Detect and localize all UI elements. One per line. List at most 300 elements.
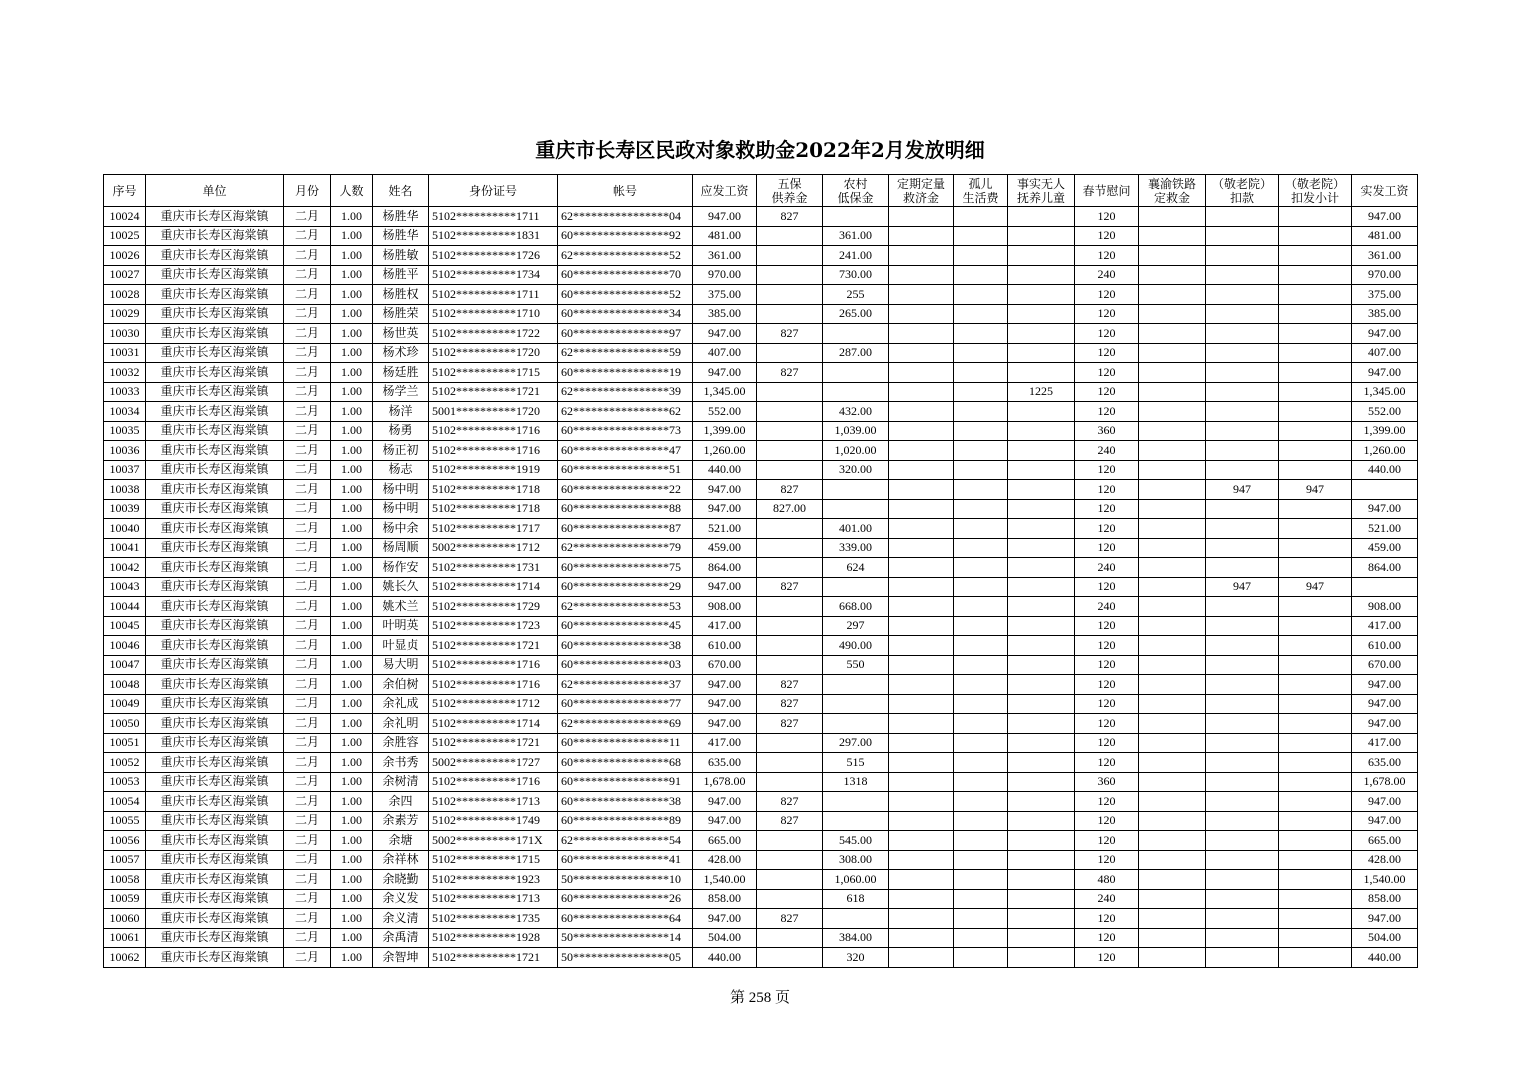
cell-account-number: 60****************87 (558, 519, 693, 539)
cell-payable-amount: 947.00 (693, 577, 757, 597)
cell-id-number: 5102**********1720 (429, 343, 558, 363)
cell-unsupported-child-allowance (1008, 499, 1075, 519)
table-row (104, 850, 1418, 870)
cell-unsupported-child-allowance (1008, 811, 1075, 831)
cell-account-number: 60****************34 (558, 304, 693, 324)
cell-nursing-home-deduction (1206, 597, 1279, 617)
cell-nursing-home-deduction-subtotal (1279, 928, 1352, 948)
cell-name: 叶显贞 (373, 636, 429, 656)
cell-payable-amount: 947.00 (693, 324, 757, 344)
cell-nursing-home-deduction (1206, 382, 1279, 402)
table-row (104, 616, 1418, 636)
cell-id-number: 5102**********1715 (429, 363, 558, 383)
cell-month: 二月 (284, 285, 331, 305)
cell-account-number: 60****************91 (558, 772, 693, 792)
cell-rural-dibao (823, 675, 889, 695)
cell-nursing-home-deduction (1206, 265, 1279, 285)
cell-spring-festival-greeting: 120 (1075, 928, 1139, 948)
cell-spring-festival-greeting: 120 (1075, 948, 1139, 968)
cell-unsupported-child-allowance (1008, 460, 1075, 480)
cell-actual-amount: 521.00 (1352, 519, 1418, 539)
cell-regular-relief (889, 226, 954, 246)
cell-xiangyu-railway-relief (1139, 753, 1206, 773)
cell-actual-amount: 858.00 (1352, 889, 1418, 909)
cell-headcount: 1.00 (331, 207, 373, 227)
cell-unsupported-child-allowance: 1225 (1008, 382, 1075, 402)
cell-nursing-home-deduction-subtotal (1279, 909, 1352, 929)
cell-seq: 10053 (104, 772, 146, 792)
cell-xiangyu-railway-relief (1139, 772, 1206, 792)
cell-orphan-allowance (954, 655, 1008, 675)
cell-headcount: 1.00 (331, 675, 373, 695)
header-label: （敬老院） (1284, 176, 1345, 191)
cell-actual-amount: 908.00 (1352, 597, 1418, 617)
cell-account-number: 60****************41 (558, 850, 693, 870)
cell-unit: 重庆市长寿区海棠镇 (146, 811, 284, 831)
cell-wubao-support: 827 (757, 714, 823, 734)
cell-nursing-home-deduction-subtotal (1279, 616, 1352, 636)
cell-actual-amount: 385.00 (1352, 304, 1418, 324)
cell-unit: 重庆市长寿区海棠镇 (146, 246, 284, 266)
cell-account-number: 62****************53 (558, 597, 693, 617)
cell-name: 余伯树 (373, 675, 429, 695)
cell-month: 二月 (284, 480, 331, 500)
cell-unsupported-child-allowance (1008, 519, 1075, 539)
cell-payable-amount: 375.00 (693, 285, 757, 305)
cell-name: 杨廷胜 (373, 363, 429, 383)
cell-unsupported-child-allowance (1008, 441, 1075, 461)
cell-nursing-home-deduction-subtotal (1279, 655, 1352, 675)
cell-nursing-home-deduction (1206, 694, 1279, 714)
cell-rural-dibao: 361.00 (823, 226, 889, 246)
cell-unsupported-child-allowance (1008, 889, 1075, 909)
cell-id-number: 5102**********1729 (429, 597, 558, 617)
cell-month: 二月 (284, 304, 331, 324)
cell-account-number: 62****************04 (558, 207, 693, 227)
cell-name: 余素芳 (373, 811, 429, 831)
cell-account-number: 60****************92 (558, 226, 693, 246)
cell-headcount: 1.00 (331, 499, 373, 519)
cell-wubao-support (757, 226, 823, 246)
cell-account-number: 60****************89 (558, 811, 693, 831)
cell-wubao-support (757, 402, 823, 422)
cell-payable-amount: 504.00 (693, 928, 757, 948)
cell-headcount: 1.00 (331, 636, 373, 656)
cell-orphan-allowance (954, 460, 1008, 480)
cell-orphan-allowance (954, 597, 1008, 617)
cell-orphan-allowance (954, 636, 1008, 656)
cell-xiangyu-railway-relief (1139, 226, 1206, 246)
cell-unsupported-child-allowance (1008, 870, 1075, 890)
cell-headcount: 1.00 (331, 889, 373, 909)
cell-rural-dibao: 624 (823, 558, 889, 578)
cell-seq: 10042 (104, 558, 146, 578)
cell-seq: 10036 (104, 441, 146, 461)
cell-unit: 重庆市长寿区海棠镇 (146, 285, 284, 305)
cell-payable-amount: 970.00 (693, 265, 757, 285)
cell-unit: 重庆市长寿区海棠镇 (146, 870, 284, 890)
cell-payable-amount: 428.00 (693, 850, 757, 870)
cell-orphan-allowance (954, 558, 1008, 578)
cell-unit: 重庆市长寿区海棠镇 (146, 324, 284, 344)
table-row (104, 870, 1418, 890)
cell-name: 杨中余 (373, 519, 429, 539)
cell-spring-festival-greeting: 120 (1075, 675, 1139, 695)
cell-nursing-home-deduction-subtotal (1279, 265, 1352, 285)
cell-unsupported-child-allowance (1008, 402, 1075, 422)
cell-regular-relief (889, 714, 954, 734)
table-row (104, 343, 1418, 363)
cell-headcount: 1.00 (331, 441, 373, 461)
cell-nursing-home-deduction (1206, 772, 1279, 792)
cell-actual-amount: 407.00 (1352, 343, 1418, 363)
cell-unsupported-child-allowance (1008, 850, 1075, 870)
cell-orphan-allowance (954, 363, 1008, 383)
cell-payable-amount: 440.00 (693, 460, 757, 480)
cell-rural-dibao: 297 (823, 616, 889, 636)
cell-nursing-home-deduction-subtotal (1279, 733, 1352, 753)
cell-id-number: 5102**********1721 (429, 636, 558, 656)
cell-unit: 重庆市长寿区海棠镇 (146, 207, 284, 227)
cell-payable-amount: 947.00 (693, 811, 757, 831)
cell-payable-amount: 908.00 (693, 597, 757, 617)
table-row (104, 948, 1418, 968)
cell-regular-relief (889, 285, 954, 305)
cell-id-number: 5102**********1721 (429, 948, 558, 968)
cell-nursing-home-deduction-subtotal (1279, 694, 1352, 714)
cell-month: 二月 (284, 207, 331, 227)
cell-month: 二月 (284, 343, 331, 363)
cell-nursing-home-deduction-subtotal (1279, 889, 1352, 909)
cell-regular-relief (889, 441, 954, 461)
table-body (104, 207, 1418, 968)
cell-nursing-home-deduction-subtotal (1279, 636, 1352, 656)
table-row (104, 909, 1418, 929)
cell-xiangyu-railway-relief (1139, 655, 1206, 675)
cell-seq: 10043 (104, 577, 146, 597)
cell-unsupported-child-allowance (1008, 909, 1075, 929)
cell-wubao-support (757, 772, 823, 792)
cell-xiangyu-railway-relief (1139, 304, 1206, 324)
cell-regular-relief (889, 655, 954, 675)
cell-unit: 重庆市长寿区海棠镇 (146, 441, 284, 461)
cell-wubao-support (757, 304, 823, 324)
cell-payable-amount: 947.00 (693, 207, 757, 227)
cell-id-number: 5102**********1715 (429, 850, 558, 870)
cell-payable-amount: 1,345.00 (693, 382, 757, 402)
cell-rural-dibao: 320.00 (823, 460, 889, 480)
cell-headcount: 1.00 (331, 343, 373, 363)
cell-account-number: 62****************54 (558, 831, 693, 851)
cell-wubao-support (757, 831, 823, 851)
header-label: 供养金 (771, 190, 808, 205)
cell-name: 杨胜平 (373, 265, 429, 285)
cell-nursing-home-deduction (1206, 460, 1279, 480)
cell-nursing-home-deduction (1206, 441, 1279, 461)
table-row (104, 519, 1418, 539)
cell-rural-dibao (823, 714, 889, 734)
cell-regular-relief (889, 499, 954, 519)
header-label: 帐号 (612, 183, 637, 198)
cell-orphan-allowance (954, 616, 1008, 636)
cell-spring-festival-greeting: 120 (1075, 226, 1139, 246)
cell-actual-amount: 440.00 (1352, 460, 1418, 480)
cell-unsupported-child-allowance (1008, 421, 1075, 441)
cell-nursing-home-deduction-subtotal (1279, 948, 1352, 968)
cell-seq: 10046 (104, 636, 146, 656)
cell-payable-amount: 407.00 (693, 343, 757, 363)
cell-seq: 10049 (104, 694, 146, 714)
cell-seq: 10038 (104, 480, 146, 500)
cell-name: 余义发 (373, 889, 429, 909)
cell-id-number: 5102**********1749 (429, 811, 558, 831)
cell-wubao-support: 827 (757, 792, 823, 812)
cell-headcount: 1.00 (331, 363, 373, 383)
cell-headcount: 1.00 (331, 850, 373, 870)
cell-wubao-support: 827 (757, 811, 823, 831)
cell-seq: 10034 (104, 402, 146, 422)
cell-account-number: 50****************14 (558, 928, 693, 948)
cell-nursing-home-deduction (1206, 499, 1279, 519)
cell-regular-relief (889, 207, 954, 227)
cell-wubao-support (757, 733, 823, 753)
cell-name: 余书秀 (373, 753, 429, 773)
cell-rural-dibao: 545.00 (823, 831, 889, 851)
header-nursing-home-deduction-subtotal (1279, 175, 1352, 207)
cell-month: 二月 (284, 675, 331, 695)
cell-month: 二月 (284, 226, 331, 246)
cell-nursing-home-deduction-subtotal: 947 (1279, 480, 1352, 500)
cell-nursing-home-deduction-subtotal (1279, 246, 1352, 266)
cell-wubao-support (757, 460, 823, 480)
cell-regular-relief (889, 753, 954, 773)
cell-wubao-support (757, 382, 823, 402)
cell-unit: 重庆市长寿区海棠镇 (146, 519, 284, 539)
cell-orphan-allowance (954, 792, 1008, 812)
cell-account-number: 60****************75 (558, 558, 693, 578)
cell-payable-amount: 947.00 (693, 792, 757, 812)
cell-unsupported-child-allowance (1008, 928, 1075, 948)
header-label: 序号 (112, 183, 137, 198)
cell-unit: 重庆市长寿区海棠镇 (146, 421, 284, 441)
cell-account-number: 50****************10 (558, 870, 693, 890)
header-label: 孤儿 (968, 176, 993, 191)
cell-actual-amount: 947.00 (1352, 714, 1418, 734)
cell-actual-amount: 504.00 (1352, 928, 1418, 948)
header-payable-amount (693, 175, 757, 207)
cell-headcount: 1.00 (331, 733, 373, 753)
header-label: 襄渝铁路 (1147, 176, 1196, 191)
cell-spring-festival-greeting: 120 (1075, 324, 1139, 344)
cell-spring-festival-greeting: 120 (1075, 811, 1139, 831)
cell-orphan-allowance (954, 870, 1008, 890)
cell-month: 二月 (284, 655, 331, 675)
cell-unsupported-child-allowance (1008, 265, 1075, 285)
cell-nursing-home-deduction-subtotal (1279, 226, 1352, 246)
cell-xiangyu-railway-relief (1139, 285, 1206, 305)
cell-actual-amount: 1,345.00 (1352, 382, 1418, 402)
cell-actual-amount: 665.00 (1352, 831, 1418, 851)
header-month (284, 175, 331, 207)
cell-name: 易大明 (373, 655, 429, 675)
cell-seq: 10040 (104, 519, 146, 539)
cell-payable-amount: 635.00 (693, 753, 757, 773)
cell-nursing-home-deduction-subtotal (1279, 363, 1352, 383)
cell-actual-amount: 1,540.00 (1352, 870, 1418, 890)
cell-month: 二月 (284, 772, 331, 792)
cell-regular-relief (889, 733, 954, 753)
cell-headcount: 1.00 (331, 616, 373, 636)
cell-rural-dibao (823, 382, 889, 402)
cell-seq: 10048 (104, 675, 146, 695)
cell-actual-amount: 947.00 (1352, 675, 1418, 695)
cell-seq: 10044 (104, 597, 146, 617)
cell-unit: 重庆市长寿区海棠镇 (146, 304, 284, 324)
cell-regular-relief (889, 363, 954, 383)
cell-unit: 重庆市长寿区海棠镇 (146, 753, 284, 773)
table-row (104, 304, 1418, 324)
cell-actual-amount: 947.00 (1352, 792, 1418, 812)
cell-nursing-home-deduction (1206, 948, 1279, 968)
table-row (104, 265, 1418, 285)
cell-regular-relief (889, 265, 954, 285)
cell-nursing-home-deduction-subtotal (1279, 324, 1352, 344)
cell-nursing-home-deduction (1206, 831, 1279, 851)
header-label: 定救金 (1153, 190, 1190, 205)
table-row (104, 772, 1418, 792)
cell-name: 余晓勤 (373, 870, 429, 890)
cell-account-number: 62****************79 (558, 538, 693, 558)
cell-regular-relief (889, 850, 954, 870)
cell-month: 二月 (284, 889, 331, 909)
cell-rural-dibao (823, 207, 889, 227)
cell-unit: 重庆市长寿区海棠镇 (146, 636, 284, 656)
cell-headcount: 1.00 (331, 421, 373, 441)
header-unsupported-child-allowance (1008, 175, 1075, 207)
cell-payable-amount: 947.00 (693, 363, 757, 383)
cell-id-number: 5102**********1726 (429, 246, 558, 266)
cell-actual-amount: 947.00 (1352, 363, 1418, 383)
table-row (104, 363, 1418, 383)
cell-rural-dibao: 490.00 (823, 636, 889, 656)
cell-payable-amount: 417.00 (693, 616, 757, 636)
cell-xiangyu-railway-relief (1139, 870, 1206, 890)
cell-xiangyu-railway-relief (1139, 421, 1206, 441)
cell-actual-amount: 440.00 (1352, 948, 1418, 968)
cell-xiangyu-railway-relief (1139, 265, 1206, 285)
table-row (104, 577, 1418, 597)
cell-regular-relief (889, 694, 954, 714)
cell-account-number: 60****************51 (558, 460, 693, 480)
cell-account-number: 60****************22 (558, 480, 693, 500)
cell-nursing-home-deduction (1206, 928, 1279, 948)
cell-spring-festival-greeting: 120 (1075, 753, 1139, 773)
cell-unit: 重庆市长寿区海棠镇 (146, 382, 284, 402)
cell-nursing-home-deduction (1206, 811, 1279, 831)
cell-id-number: 5102**********1718 (429, 499, 558, 519)
cell-actual-amount (1352, 577, 1418, 597)
cell-headcount: 1.00 (331, 694, 373, 714)
cell-orphan-allowance (954, 324, 1008, 344)
cell-wubao-support (757, 421, 823, 441)
cell-rural-dibao: 308.00 (823, 850, 889, 870)
cell-orphan-allowance (954, 265, 1008, 285)
cell-wubao-support (757, 343, 823, 363)
cell-payable-amount: 440.00 (693, 948, 757, 968)
cell-seq: 10058 (104, 870, 146, 890)
cell-xiangyu-railway-relief (1139, 694, 1206, 714)
cell-unit: 重庆市长寿区海棠镇 (146, 460, 284, 480)
cell-id-number: 5102**********1731 (429, 558, 558, 578)
cell-spring-festival-greeting: 120 (1075, 733, 1139, 753)
cell-orphan-allowance (954, 343, 1008, 363)
cell-nursing-home-deduction: 947 (1206, 577, 1279, 597)
cell-orphan-allowance (954, 480, 1008, 500)
cell-orphan-allowance (954, 402, 1008, 422)
table-row (104, 889, 1418, 909)
cell-name: 杨胜华 (373, 207, 429, 227)
cell-month: 二月 (284, 831, 331, 851)
cell-xiangyu-railway-relief (1139, 519, 1206, 539)
cell-regular-relief (889, 343, 954, 363)
cell-orphan-allowance (954, 909, 1008, 929)
cell-unsupported-child-allowance (1008, 948, 1075, 968)
cell-spring-festival-greeting: 120 (1075, 499, 1139, 519)
header-label: 低保金 (837, 190, 874, 205)
cell-headcount: 1.00 (331, 909, 373, 929)
header-label: 人数 (339, 183, 364, 198)
cell-actual-amount: 947.00 (1352, 811, 1418, 831)
cell-nursing-home-deduction (1206, 636, 1279, 656)
cell-rural-dibao: 265.00 (823, 304, 889, 324)
cell-wubao-support (757, 265, 823, 285)
cell-name: 杨勇 (373, 421, 429, 441)
cell-spring-festival-greeting: 240 (1075, 597, 1139, 617)
cell-xiangyu-railway-relief (1139, 636, 1206, 656)
cell-rural-dibao: 255 (823, 285, 889, 305)
cell-orphan-allowance (954, 753, 1008, 773)
cell-headcount: 1.00 (331, 265, 373, 285)
cell-payable-amount: 947.00 (693, 675, 757, 695)
cell-spring-festival-greeting: 120 (1075, 577, 1139, 597)
cell-orphan-allowance (954, 382, 1008, 402)
cell-rural-dibao: 339.00 (823, 538, 889, 558)
cell-nursing-home-deduction (1206, 402, 1279, 422)
cell-headcount: 1.00 (331, 811, 373, 831)
cell-spring-festival-greeting: 120 (1075, 792, 1139, 812)
cell-payable-amount: 552.00 (693, 402, 757, 422)
cell-regular-relief (889, 889, 954, 909)
cell-seq: 10054 (104, 792, 146, 812)
cell-unsupported-child-allowance (1008, 577, 1075, 597)
cell-name: 杨世英 (373, 324, 429, 344)
cell-nursing-home-deduction-subtotal (1279, 831, 1352, 851)
cell-id-number: 5102**********1714 (429, 577, 558, 597)
cell-nursing-home-deduction (1206, 324, 1279, 344)
cell-unit: 重庆市长寿区海棠镇 (146, 714, 284, 734)
cell-account-number: 60****************73 (558, 421, 693, 441)
cell-wubao-support: 827 (757, 577, 823, 597)
cell-rural-dibao: 1,020.00 (823, 441, 889, 461)
cell-actual-amount: 670.00 (1352, 655, 1418, 675)
cell-regular-relief (889, 831, 954, 851)
cell-orphan-allowance (954, 304, 1008, 324)
cell-nursing-home-deduction-subtotal: 947 (1279, 577, 1352, 597)
cell-payable-amount: 361.00 (693, 246, 757, 266)
cell-seq: 10035 (104, 421, 146, 441)
cell-seq: 10025 (104, 226, 146, 246)
cell-seq: 10029 (104, 304, 146, 324)
